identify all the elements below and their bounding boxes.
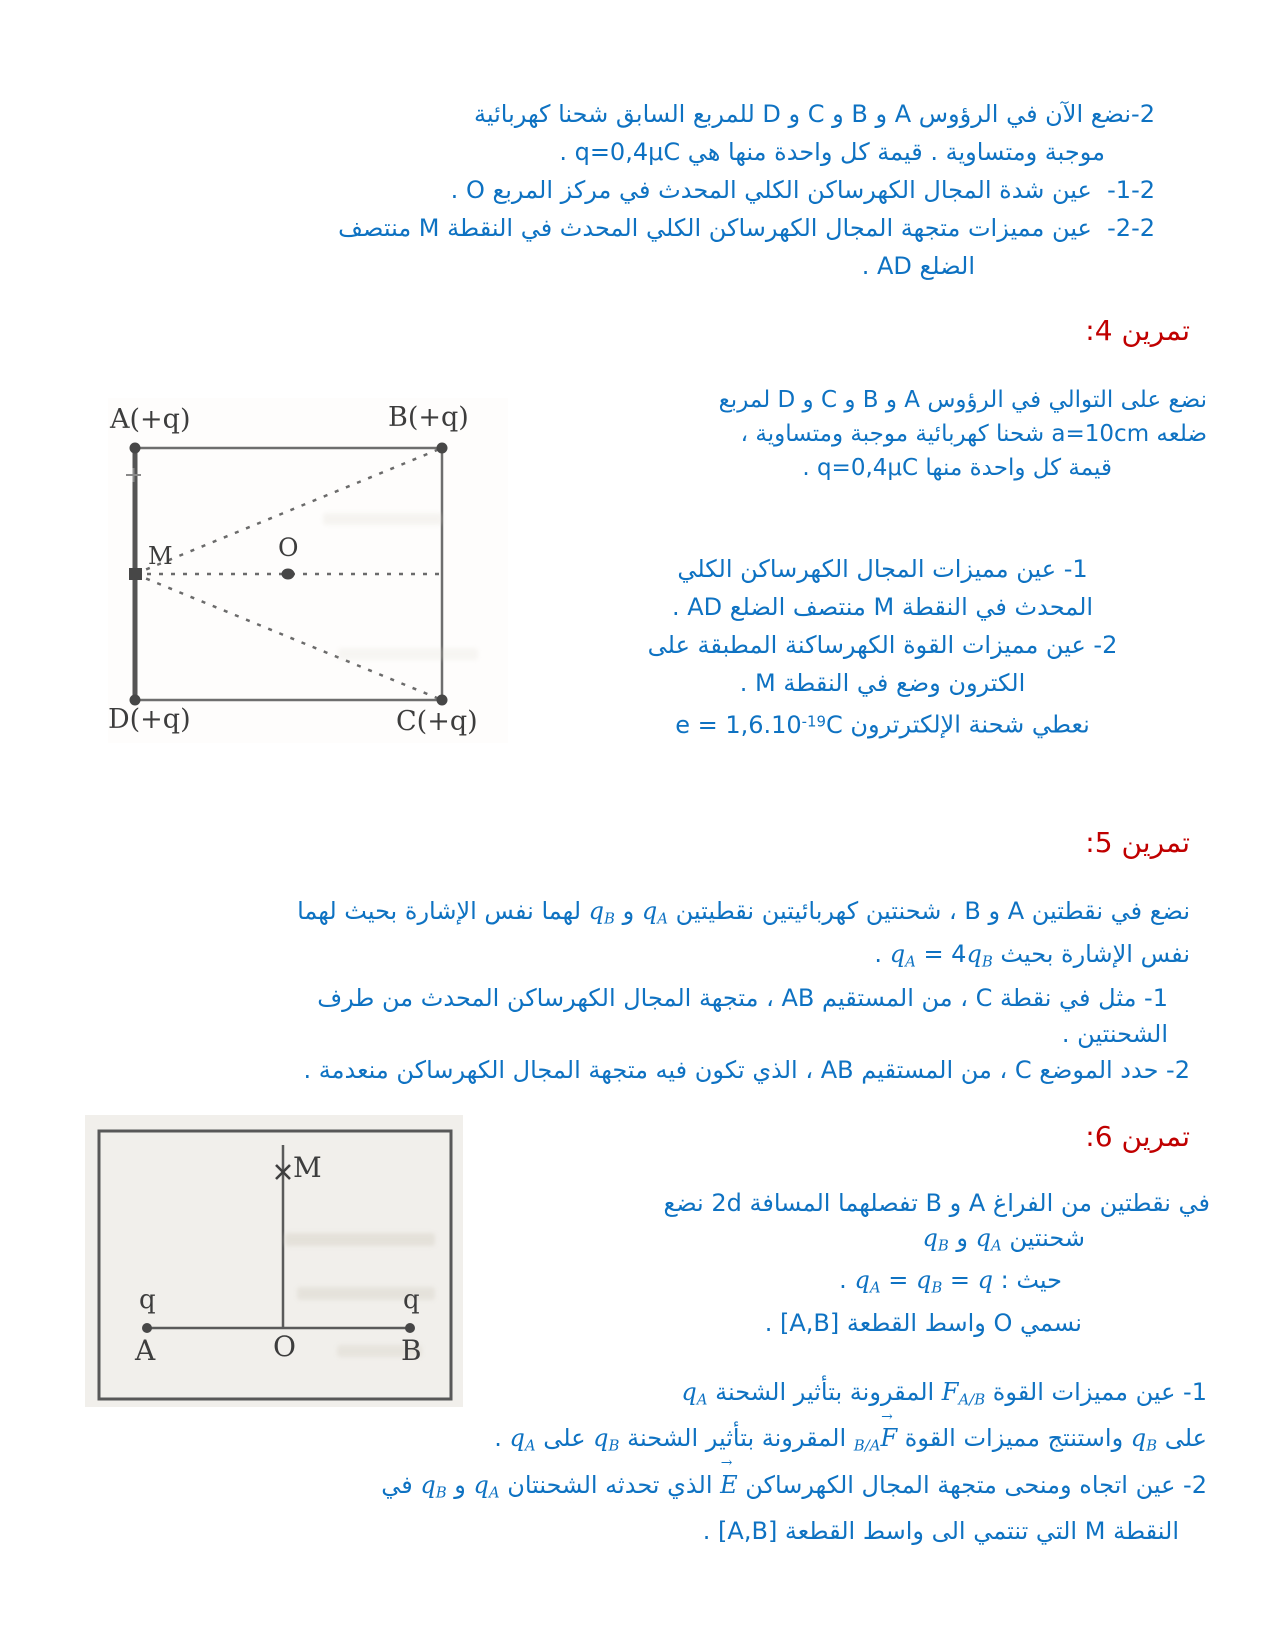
text-line: النقطة M التي تنتمي الى واسط القطعة [A,B] . [702,1517,1179,1546]
scan-artifact [285,1233,435,1246]
text-line: نفس الإشارة بحيث $q_A = 4q_B$ . [874,940,1190,971]
vertex-c-dot [437,695,448,706]
text-line: نسمي O واسط القطعة [A,B] . [764,1308,1082,1337]
vertex-a-dot [130,443,141,454]
text-line: 1- مثل في نقطة C ، من المستقيم AB ، متجهة المجال الكهرساكن المحدث من طرف [317,983,1168,1012]
point-label-a: A [135,1334,156,1367]
text-line: المحدث في النقطة M منتصف الضلع AD . [671,593,1094,621]
text-line: 2- حدد الموضع C ، من المستقيم AB ، الذي تكون فيه متجهة المجال الكهرساكن منعدمة . [303,1055,1190,1084]
vertex-label-c: C(+q) [396,706,478,737]
text-line: 2- عين اتجاه ومنحى متجهة المجال الكهرساكن E → الذي تحدثه الشحنتان $q_A$ و $q_B$ في [67,1466,1207,1512]
exercise-6-title: تمرين 6: [1085,1120,1190,1153]
vertex-label-d: D(+q) [108,704,191,735]
text-line: 2- عين مميزات القوة الكهرساكنة المطبقة على [647,631,1118,659]
exercise-4-intro [547,383,1207,485]
text-line: الكترون وضع في النقطة M . [739,669,1026,697]
charge-label-qb: q [403,1285,420,1315]
point-label-b: B [401,1334,422,1367]
electron-charge-line: نعطي شحنة الإلكترترون $e = 1,6.10^{-19}C$ [675,710,1090,739]
text-line: شحنتين $q_A$ و $q_B$ [922,1224,1085,1255]
scan-artifact [338,648,478,660]
exercise-2-continued-text [275,95,1155,285]
exercise-5-title: تمرين 5: [1085,826,1190,859]
text-line: حيث : $q_A = q_B = q$ . [839,1266,1062,1297]
vertex-label-b: B(+q) [388,402,469,433]
text-line: قيمة كل واحدة منها q=0,4μC . [802,455,1112,481]
text-line: 1- عين مميزات القوة $F_{A/B}$ المقرونة بتأثير الشحنة $q_A$ [681,1378,1207,1409]
vertex-b-dot [437,443,448,454]
text-line: الشحنتين . [1061,1019,1168,1048]
text-line: نضع في نقطتين A و B ، شحنتين كهربائيتين نقطيتين $q_A$ و $q_B$ لهما نفس الإشارة بحيث لهما [297,897,1190,928]
point-m-marker [129,568,142,580]
vertex-label-a: A(+q) [110,404,191,435]
text-line: الضلع AD . [861,252,975,280]
point-a-dot [142,1323,152,1333]
text-line: في نقطتين من الفراغ A و B تفصلهما المسافة 2d نضع [663,1189,1210,1217]
exercise-4-title: تمرين 4: [1085,314,1190,347]
text-line: 1-2- عين شدة المجال الكهرساكن الكلي المحدث في مركز المربع O . [450,176,1155,204]
point-b-dot [405,1323,415,1333]
text-line: 2-2- عين مميزات متجهة المجال الكهرساكن الكلي المحدث في النقطة M منتصف [338,214,1155,242]
exercise-4-figure [108,398,508,743]
text-line: على $q_B$ واستنتج مميزات القوة $F \to_{B/A}$ المقرونة بتأثير الشحنة $q_B$ على $q_A$ . [67,1419,1207,1465]
dashed-line-m-to-c [135,574,442,700]
point-label-o: O [273,1330,296,1363]
exercise-6-intro [550,1186,1210,1341]
charge-label-qa: q [139,1285,156,1315]
exercise-5-text [80,893,1190,1088]
text-line: موجبة ومتساوية . قيمة كل واحدة منها هي q=0,4μC . [559,138,1105,166]
text-line: 1- عين مميزات المجال الكهرساكن الكلي [677,555,1088,583]
text-line: نضع على التوالي في الرؤوس A و B و C و D لمربع [718,387,1207,413]
scan-artifact [323,513,443,525]
exercise-6-questions [67,1373,1207,1551]
square-diagram [108,398,508,743]
text-line: ضلعه a=10cm شحنا كهربائية موجبة ومتساوية ، [740,421,1207,447]
point-label-m: M [293,1151,322,1184]
exercise-4-questions [550,550,1215,744]
point-label-o: O [278,533,299,562]
exercise-6-figure [85,1115,463,1407]
point-label-m: M [148,542,173,570]
text-line: 2-نضع الآن في الرؤوس A و B و C و D للمربع السابق شحنا كهربائية [473,100,1155,128]
center-o-dot [282,569,295,580]
